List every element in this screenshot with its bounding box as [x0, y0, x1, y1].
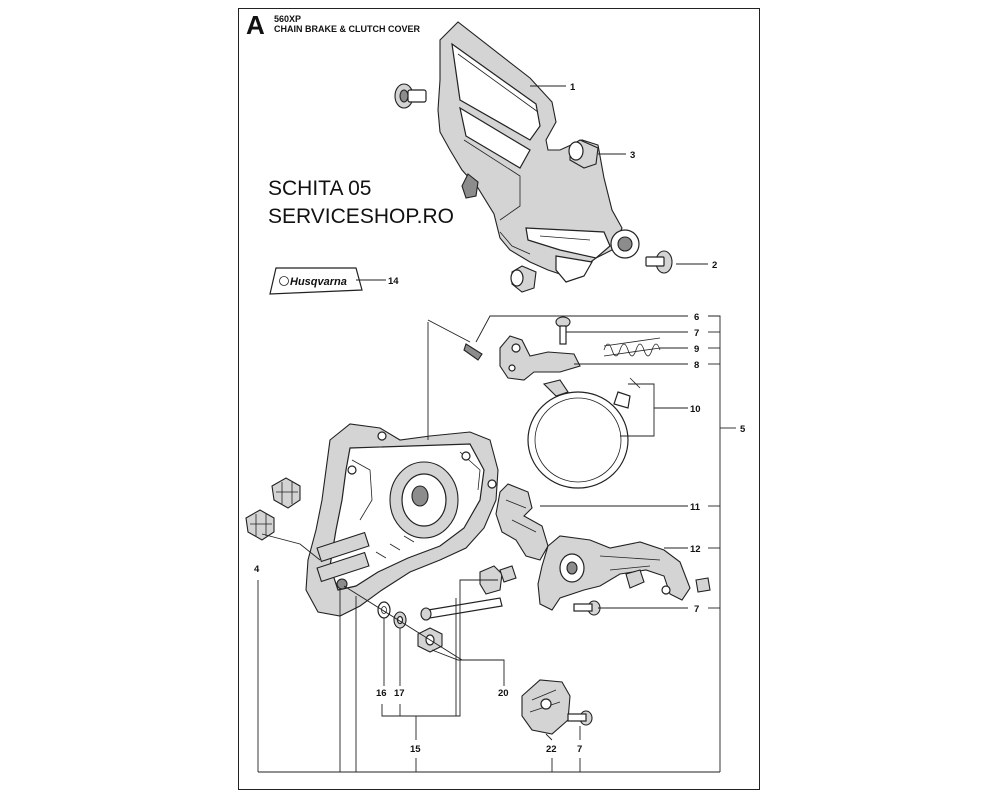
husqvarna-logo-text: Husqvarna [290, 276, 347, 288]
stamp-line-2: SERVICESHOP.RO [268, 205, 454, 228]
callout-20[interactable]: 20 [498, 688, 509, 699]
part-4-chain-tensioner[interactable] [246, 478, 300, 540]
callout-14[interactable]: 14 [388, 276, 399, 287]
part-1-hand-guard[interactable] [438, 22, 639, 282]
part-17-washer[interactable] [394, 612, 406, 628]
part-1-knob[interactable] [395, 84, 426, 108]
part-10-brake-band[interactable] [528, 378, 640, 488]
part-16-washer[interactable] [378, 602, 390, 618]
callout-7-bottom[interactable]: 7 [577, 744, 583, 755]
part-bushing-lower[interactable] [511, 266, 536, 292]
part-11-brake-part[interactable] [496, 484, 548, 560]
callout-2[interactable]: 2 [712, 260, 718, 271]
diagram-title: CHAIN BRAKE & CLUTCH COVER [274, 24, 420, 34]
part-9-spring[interactable] [604, 338, 660, 356]
callout-15[interactable]: 15 [410, 744, 421, 755]
callout-1[interactable]: 1 [570, 82, 576, 93]
part-22-cover-nut[interactable] [522, 680, 570, 734]
callout-22[interactable]: 22 [546, 744, 557, 755]
part-7-screw-bottom[interactable] [568, 711, 592, 725]
callout-5[interactable]: 5 [740, 424, 746, 435]
callout-4[interactable]: 4 [254, 564, 260, 575]
part-2-screw[interactable] [646, 251, 672, 273]
callout-9[interactable]: 9 [694, 344, 700, 355]
callout-7-mid[interactable]: 7 [694, 604, 700, 615]
part-7-screw-top[interactable] [556, 317, 570, 344]
part-8-brake-lever[interactable] [500, 336, 580, 380]
model-number: 560XP [274, 14, 302, 24]
sheet-letter: A [246, 10, 265, 40]
part-14-decal[interactable] [270, 268, 362, 294]
part-12-brake-bracket[interactable] [538, 536, 710, 610]
callout-7-top[interactable]: 7 [694, 328, 700, 339]
callout-12[interactable]: 12 [690, 544, 701, 555]
part-6-pin[interactable] [464, 344, 482, 360]
callout-6[interactable]: 6 [694, 312, 700, 323]
callout-3[interactable]: 3 [630, 150, 636, 161]
callout-8[interactable]: 8 [694, 360, 700, 371]
part-5-clutch-cover[interactable] [306, 424, 498, 616]
part-7-screw-mid[interactable] [574, 601, 600, 615]
part-15-stud[interactable] [421, 566, 516, 620]
callout-11[interactable]: 11 [690, 502, 701, 513]
callout-16[interactable]: 16 [376, 688, 387, 699]
callout-17[interactable]: 17 [394, 688, 405, 699]
stamp-line-1: SCHITA 05 [268, 177, 372, 200]
callout-10[interactable]: 10 [690, 404, 701, 415]
